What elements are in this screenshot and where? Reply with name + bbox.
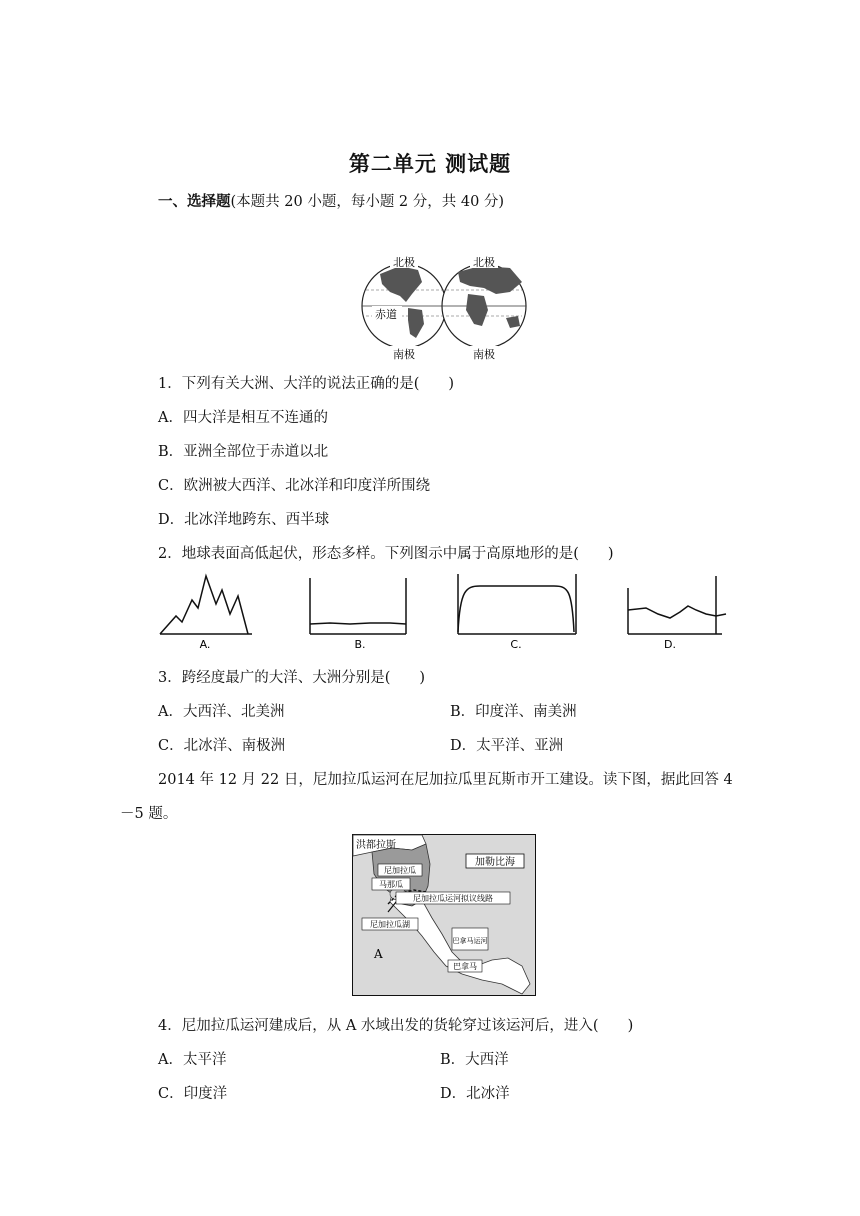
question-1-stem: 1．下列有关大洲、大洋的说法正确的是( ) xyxy=(158,376,455,392)
terrain-figures xyxy=(150,570,740,654)
terrain-label-a: A. xyxy=(199,638,211,651)
page-title: 第二单元 测试题 xyxy=(348,151,512,176)
section-label: 一、选择题 xyxy=(158,193,231,210)
question-3-option-a: A．大西洋、北美洲 xyxy=(158,704,285,720)
question-3-option-c: C．北冰洋、南极洲 xyxy=(158,738,286,754)
question-3-option-d: D．太平洋、亚洲 xyxy=(450,738,564,754)
globe-label-south-1: 南极 xyxy=(393,348,415,361)
map-label-managua: 马那瓜 xyxy=(379,880,403,889)
globe-label-south-2: 南极 xyxy=(473,348,495,361)
question-1-option-c: C．欧洲被大西洋、北冰洋和印度洋所围绕 xyxy=(158,478,431,494)
map-label-lake: 尼加拉瓜湖 xyxy=(370,920,410,929)
canal-map-svg xyxy=(352,834,536,996)
question-2-stem: 2．地球表面高低起伏，形态多样。下列图示中属于高原地形的是( ) xyxy=(158,546,614,562)
globe-label-north-1: 北极 xyxy=(393,256,415,269)
question-1-option-a: A．四大洋是相互不连通的 xyxy=(158,410,328,426)
question-4-option-c: C．印度洋 xyxy=(158,1086,228,1102)
terrain-label-c: C. xyxy=(510,638,522,651)
passage-line-1: 2014 年 12 月 22 日，尼加拉瓜运河在尼加拉瓜里瓦斯市开工建设。读下图，据此回答 4 xyxy=(158,772,733,788)
terrain-profile-c xyxy=(458,574,576,651)
map-label-a: A xyxy=(374,947,383,961)
terrain-profiles xyxy=(150,570,740,654)
terrain-profile-a xyxy=(160,576,252,651)
map-label-panama: 巴拿马 xyxy=(453,962,477,971)
globe-label-equator: 赤道 xyxy=(375,308,397,321)
terrain-profile-b xyxy=(310,578,406,651)
section-note: (本题共 20 小题，每小题 2 分，共 40 分) xyxy=(230,194,505,210)
question-4-option-a: A．太平洋 xyxy=(158,1052,227,1068)
map-label-panama-canal: 巴拿马运河 xyxy=(452,937,488,945)
globe-label-north-2: 北极 xyxy=(473,256,495,269)
nicaragua-canal-map xyxy=(352,834,536,996)
terrain-profile-d xyxy=(628,576,726,651)
terrain-label-b: B. xyxy=(354,638,366,651)
map-label-canal-route: 尼加拉瓜运河拟议线路 xyxy=(413,894,493,903)
question-4-option-d: D．北冰洋 xyxy=(440,1086,510,1102)
section-heading xyxy=(158,190,504,211)
globe-figure xyxy=(360,252,530,364)
question-1-option-d: D．北冰洋地跨东、西半球 xyxy=(158,512,330,528)
map-label-caribbean: 加勒比海 xyxy=(475,857,515,868)
hemispheres-map xyxy=(360,252,530,364)
question-3-stem: 3．跨经度最广的大洋、大洲分别是( ) xyxy=(158,670,426,686)
map-label-nicaragua: 尼加拉瓜 xyxy=(384,866,416,875)
question-1-option-b: B．亚洲全部位于赤道以北 xyxy=(158,444,329,460)
terrain-label-d: D. xyxy=(664,638,676,651)
question-4-stem: 4．尼加拉瓜运河建成后，从 A 水域出发的货轮穿过该运河后，进入( ) xyxy=(158,1018,634,1034)
question-3-option-b: B．印度洋、南美洲 xyxy=(450,704,577,720)
question-4-option-b: B．大西洋 xyxy=(440,1052,509,1068)
map-label-honduras: 洪都拉斯 xyxy=(356,840,396,851)
passage-line-2: －5 题。 xyxy=(120,806,178,822)
